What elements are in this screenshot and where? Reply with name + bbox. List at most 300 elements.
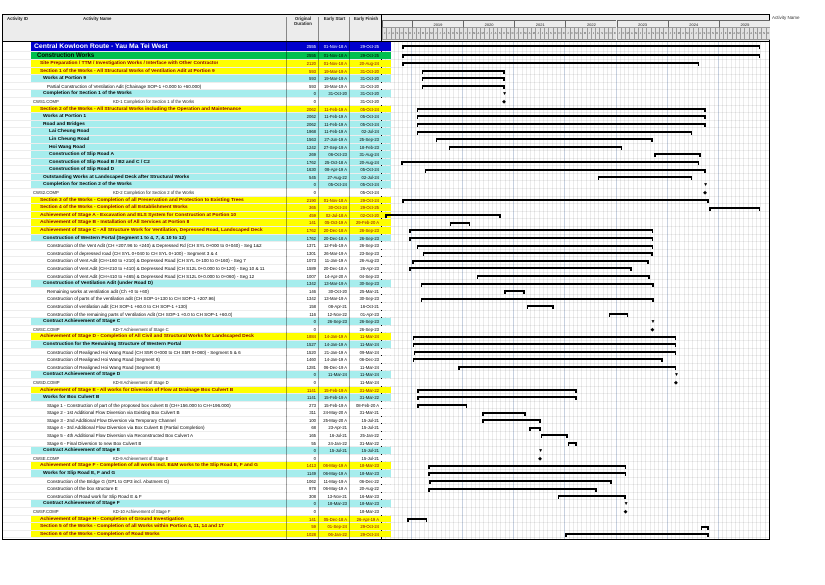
early-start-cell: 11-Feb-19 A xyxy=(318,113,349,120)
schedule-row xyxy=(3,68,769,76)
timeline-month-cell: F xyxy=(570,28,574,40)
milestone-diamond-icon: ◆ xyxy=(502,98,506,105)
timeline-month-cell: O xyxy=(399,28,403,40)
schedule-row xyxy=(3,409,769,417)
timeline-month-cell: J xyxy=(740,28,744,40)
schedule-row xyxy=(3,402,769,410)
early-finish-cell: 11-Mar-24 xyxy=(349,371,381,378)
gantt-bar xyxy=(541,434,568,436)
early-finish-cell: 31-Oct-20 xyxy=(349,75,381,82)
col-header-activity-name: Activity Name xyxy=(83,16,112,21)
timeline-month-cell: F xyxy=(518,28,522,40)
early-finish-cell: 30-Sep-23 xyxy=(349,295,381,302)
early-start-cell: 11-Feb-19 A xyxy=(318,106,349,113)
timeline-month-cell: N xyxy=(454,28,458,40)
activity-name: Achievement of Stage A - Excavation and ELS System for Construction at Portion 10 xyxy=(40,212,237,218)
early-start-cell: 24-Jan-22 xyxy=(318,440,349,447)
timeline-month-cell: A xyxy=(595,28,599,40)
schedule-row xyxy=(3,364,769,372)
timeline-month-cell: D xyxy=(715,28,719,40)
activity-name: Construction of Road work for Slip Road E & F xyxy=(47,493,142,499)
milestone-diamond-icon: ◆ xyxy=(673,379,678,386)
original-duration-cell: 1527 xyxy=(286,341,318,348)
timeline-month-cell: D xyxy=(510,28,514,40)
early-finish-cell: 05-Oct-24 xyxy=(349,189,381,196)
original-duration-cell: 1149 xyxy=(286,470,318,477)
early-start-cell: 14-Jan-19 A xyxy=(318,356,349,363)
activity-name: Achievement of Stage B - Installation of All Services at Portion 8 xyxy=(40,220,190,226)
original-duration-cell: 0 xyxy=(286,455,318,462)
early-finish-cell: 05-Oct-24 xyxy=(349,121,381,128)
timeline-month-cell: J xyxy=(463,28,467,40)
early-finish-cell: 15-Jul-21 xyxy=(349,447,381,454)
early-finish-cell: 06-Dec-23 xyxy=(349,356,381,363)
early-start-cell: 05-Oct-19 A xyxy=(318,219,349,226)
activity-name: Construction of Ventilation Adit (under Road D) xyxy=(43,281,153,287)
early-finish-cell: 06-Dec-22 xyxy=(349,478,381,485)
early-finish-cell: 20-Aug-24 xyxy=(349,60,381,67)
early-finish-cell: 16-Oct-21 xyxy=(349,303,381,310)
early-finish-cell: 18-Feb-23 xyxy=(349,144,381,151)
original-duration-cell: 0 xyxy=(286,318,318,325)
early-start-cell: 02-Jul-18 A xyxy=(318,212,349,219)
early-finish-cell: 26-Sep-23 xyxy=(349,318,381,325)
early-start-cell xyxy=(318,508,349,515)
early-start-cell xyxy=(318,326,349,333)
timeline-month-cell: J xyxy=(638,28,642,40)
timeline-year-cell: 2024 xyxy=(668,20,719,28)
early-finish-cell: 09-Mar-24 xyxy=(349,349,381,356)
gantt-bar xyxy=(409,229,653,231)
gantt-bar xyxy=(417,131,693,133)
early-start-cell: 19-Mar-19 A xyxy=(318,68,349,75)
schedule-row xyxy=(3,311,769,319)
early-start-cell: 24-May-20 A xyxy=(318,409,349,416)
early-start-cell: 19-Mar-19 A xyxy=(318,75,349,82)
original-duration-cell: 2062 xyxy=(286,113,318,120)
timeline-month-cell: A xyxy=(442,28,446,40)
original-duration-cell: 0 xyxy=(286,500,318,507)
schedule-row xyxy=(3,478,769,486)
original-duration-cell: 1563 xyxy=(286,136,318,143)
timeline-month-cell: J xyxy=(744,28,748,40)
original-duration-cell: 1007 xyxy=(286,273,318,280)
early-start-cell: 01-Sep-24 xyxy=(318,523,349,530)
timeline-month-cell: A xyxy=(749,28,753,40)
activity-id: CWSF.COMP xyxy=(33,509,59,515)
original-duration-cell: 1301 xyxy=(286,250,318,257)
gantt-bar xyxy=(421,283,654,285)
early-start-cell xyxy=(318,455,349,462)
timeline-month-cell: J xyxy=(412,28,416,40)
timeline-month-cell: J xyxy=(433,28,437,40)
early-finish-cell: 05-Oct-24 xyxy=(349,113,381,120)
gantt-bar xyxy=(407,518,427,520)
timeline-month-cell: M xyxy=(582,28,586,40)
early-start-cell: 08-Apr-19 A xyxy=(318,166,349,173)
schedule-row xyxy=(3,273,769,281)
original-duration-cell: 141 xyxy=(286,516,318,523)
gantt-bar xyxy=(402,54,760,56)
early-start-cell: 16-Jul-21 xyxy=(318,432,349,439)
timeline-month-cell: N xyxy=(403,28,407,40)
timeline-month-cell: M xyxy=(685,28,689,40)
timeline-month-cell: J xyxy=(617,28,621,40)
timeline-month-cell: M xyxy=(727,28,731,40)
original-duration-cell: 0 xyxy=(286,447,318,454)
right-pane-activity-name-label: Activity Name xyxy=(772,15,800,20)
milestone-diamond-icon: ◆ xyxy=(650,326,655,333)
activity-name: Outstanding Works at Landscaped Deck after Structural Works xyxy=(43,174,190,180)
early-finish-cell: 25-Mar-21 xyxy=(349,288,381,295)
timeline-month-cell: M xyxy=(523,28,527,40)
milestone-diamond-icon: ◆ xyxy=(623,508,628,515)
gantt-bar xyxy=(417,245,653,247)
timeline-month-cell: J xyxy=(535,28,539,40)
original-duration-cell: 1242 xyxy=(286,144,318,151)
timeline-month-cell: A xyxy=(476,28,480,40)
early-start-cell: 11-Jan-19 A xyxy=(318,257,349,264)
schedule-row xyxy=(3,136,769,144)
original-duration-cell: 2190 xyxy=(286,197,318,204)
schedule-row xyxy=(3,106,769,114)
early-start-cell: 25-Oct-18 A xyxy=(318,159,349,166)
gantt-bar xyxy=(450,222,471,224)
early-finish-cell: 20-Aug-24 xyxy=(349,159,381,166)
early-start-cell: 20-Dec-18 A xyxy=(318,265,349,272)
original-duration-cell: 1884 xyxy=(286,333,318,340)
schedule-row xyxy=(3,144,769,152)
schedule-row xyxy=(3,257,769,265)
gantt-bar xyxy=(428,488,596,490)
original-duration-cell: 1520 xyxy=(286,349,318,356)
schedule-row xyxy=(3,417,769,425)
activity-name: Construction of Realigned Hoi Wang Road (CH S5R 0+000 to CH S5R 0+080) - Segment 5 & 6 xyxy=(47,349,241,355)
activity-name: Lin Cheung Road xyxy=(49,136,90,142)
original-duration-cell: 1062 xyxy=(286,478,318,485)
early-start-cell: 05-Oct-24 xyxy=(318,181,349,188)
original-duration-cell: 1413 xyxy=(286,462,318,469)
early-finish-cell: 30-Sep-23 xyxy=(349,280,381,287)
early-start-cell: 15-Feb-19 A xyxy=(318,402,349,409)
schedule-row xyxy=(3,151,769,159)
early-start-cell: 27-Aug-22 xyxy=(318,174,349,181)
early-start-cell: 11-May-19 A xyxy=(318,478,349,485)
early-start-cell xyxy=(318,379,349,386)
col-header-early-finish: Early Finish xyxy=(349,17,382,41)
early-start-cell: 06-Dec-19 A xyxy=(318,364,349,371)
original-duration-cell: 1141 xyxy=(286,387,318,394)
timeline-month-cell: O xyxy=(450,28,454,40)
activity-name: Section 6 of the Works - Completion of Road Works xyxy=(40,531,160,537)
gantt-bar xyxy=(429,480,612,482)
col-header-original-duration: Original Duration xyxy=(286,17,319,41)
schedule-row xyxy=(3,288,769,296)
schedule-row xyxy=(3,98,769,106)
early-finish-cell: 26-Sep-23 xyxy=(349,227,381,234)
original-duration-cell: 2062 xyxy=(286,106,318,113)
original-duration-cell: 0 xyxy=(286,371,318,378)
early-finish-cell: 02-Oct-20 xyxy=(349,212,381,219)
timeline-month-cell: F xyxy=(621,28,625,40)
timeline-month-cell: S xyxy=(548,28,552,40)
activity-name: Central Kowloon Route - Yau Ma Tei West xyxy=(34,43,168,50)
schedule-row xyxy=(3,424,769,432)
gantt-bar xyxy=(482,419,540,421)
milestone-diamond-icon: ◆ xyxy=(538,455,542,462)
schedule-row xyxy=(3,42,769,52)
schedule-row xyxy=(3,219,769,227)
milestone-triangle-icon: ▼ xyxy=(623,501,629,508)
gantt-bar xyxy=(529,427,541,429)
timeline-month-cell: A xyxy=(698,28,702,40)
early-start-cell: 15-Jul-21 xyxy=(318,447,349,454)
timeline-month-cell: N xyxy=(710,28,714,40)
early-start-cell: 30-Oct-20 xyxy=(318,288,349,295)
activity-id: CWSC.COMP xyxy=(33,326,60,332)
col-header-early-start: Early Start xyxy=(318,17,350,41)
gantt-bar xyxy=(417,404,467,406)
timeline-month-cell: M xyxy=(472,28,476,40)
gantt-bar xyxy=(568,442,577,444)
schedule-row xyxy=(3,303,769,311)
original-duration-cell: 1762 xyxy=(286,235,318,242)
timeline-month-cell: M xyxy=(676,28,680,40)
early-start-cell: 31-Oct-20 xyxy=(318,90,349,97)
original-duration-cell: 100 xyxy=(286,417,318,424)
schedule-row xyxy=(3,166,769,174)
schedule-row xyxy=(3,500,769,508)
milestone-diamond-icon: ◆ xyxy=(703,189,707,196)
gantt-bar xyxy=(504,290,524,292)
early-finish-cell: 18-Mar-23 xyxy=(349,470,381,477)
timeline-month-cell: J xyxy=(642,28,646,40)
schedule-row xyxy=(3,318,769,326)
timeline-year-cell: 2022 xyxy=(565,20,616,28)
schedule-row xyxy=(3,174,769,182)
early-start-cell: 12-Feb-19 A xyxy=(318,242,349,249)
original-duration-cell: 146 xyxy=(286,288,318,295)
gantt-bar xyxy=(425,169,706,171)
timeline-month-cell: J xyxy=(540,28,544,40)
schedule-row xyxy=(3,189,769,197)
activity-name: Construction for the Remaining Structure of Western Portal xyxy=(43,341,182,347)
early-start-cell: 13-Nov-21 xyxy=(318,493,349,500)
activity-name: Section 2 of the Works - All Structural Works including the Operation and Maintenance xyxy=(40,106,241,112)
schedule-row xyxy=(3,333,769,341)
gantt-bar xyxy=(413,343,677,345)
activity-name: Works at Portion 1 xyxy=(43,114,87,120)
original-duration-cell: 2062 xyxy=(286,121,318,128)
early-finish-cell: 05-Oct-24 xyxy=(349,181,381,188)
activity-name: Lai Cheung Road xyxy=(49,129,90,135)
early-finish-cell: 11-Mar-24 xyxy=(349,364,381,371)
timeline-month-cell: J xyxy=(489,28,493,40)
activity-id: CWS1.COMP xyxy=(33,98,59,104)
early-start-cell: 01-Nov-18 A xyxy=(318,52,349,59)
early-start-cell: 15-Feb-19 A xyxy=(318,387,349,394)
timeline-month-cell: D xyxy=(612,28,616,40)
schedule-row xyxy=(3,387,769,395)
timeline-month-cell: S xyxy=(497,28,501,40)
original-duration-cell: 593 xyxy=(286,75,318,82)
gantt-bar xyxy=(565,533,709,535)
timeline-month-cell: D xyxy=(408,28,412,40)
timeline-month-cell: J xyxy=(565,28,569,40)
early-start-cell: 19-Mar-19 A xyxy=(318,83,349,90)
early-finish-cell: 02-Jul-24 xyxy=(349,174,381,181)
early-finish-cell: 20-Aug-22 xyxy=(349,485,381,492)
activity-name: Stage 1 - Construction of part of the proposed box culvert B (CH+156.000 to CH+196.000) xyxy=(47,402,231,408)
early-finish-cell: 31-Oct-20 xyxy=(349,68,381,75)
activity-name: Construction of ventilation adit (CH SOP-1 +60.0 to CH SOP-1 +130) xyxy=(47,303,188,309)
schedule-row xyxy=(3,531,769,539)
early-finish-cell: 11-Mar-24 xyxy=(349,341,381,348)
timeline-month-cell: A xyxy=(646,28,650,40)
early-start-cell: 05-Dec-18 A xyxy=(318,516,349,523)
activity-name: Contract Achievement of Stage C xyxy=(43,319,121,325)
early-finish-cell: 15-Jul-21 xyxy=(349,424,381,431)
original-duration-cell: 1968 xyxy=(286,128,318,135)
schedule-row xyxy=(3,493,769,501)
early-start-cell: 01-Nov-18 A xyxy=(318,197,349,204)
early-finish-cell: 05-Oct-24 xyxy=(349,106,381,113)
timeline-month-cell: M xyxy=(480,28,484,40)
timeline-header xyxy=(381,15,770,41)
schedule-row xyxy=(3,181,769,189)
early-start-cell: 11-Feb-19 A xyxy=(318,128,349,135)
gantt-bar xyxy=(421,298,654,300)
gantt-bar xyxy=(413,358,663,360)
timeline-month-cell: M xyxy=(429,28,433,40)
timeline-month-cell: O xyxy=(706,28,710,40)
early-start-cell: 06-May-19 A xyxy=(318,470,349,477)
schedule-row xyxy=(3,75,769,83)
timeline-month-cell: J xyxy=(587,28,591,40)
timeline-month-cell: J xyxy=(382,28,386,40)
early-finish-cell: 26-Apr-23 xyxy=(349,265,381,272)
activity-name: Partial Construction of Ventilation Adit (Chainage SOP-1 +0.000 to +60.000) xyxy=(47,83,202,89)
activity-name: Construction of the remaining parts of Ventilation Adit (CH SOP-1 +0.0 to CH SOP-1 +60.0) xyxy=(47,311,233,317)
original-duration-cell: 2555 xyxy=(286,52,318,59)
timeline-month-cell: J xyxy=(689,28,693,40)
original-duration-cell: 0 xyxy=(286,326,318,333)
original-duration-cell: 273 xyxy=(286,402,318,409)
activity-name: Stage 4 - 3rd Additional Flow Diversion via Box Culvert B (Partial Completion) xyxy=(47,425,205,431)
gantt-bar xyxy=(402,199,709,201)
schedule-row xyxy=(3,250,769,258)
timeline-month-cell: O xyxy=(757,28,761,40)
schedule-row xyxy=(3,90,769,98)
early-start-cell: 26-Mar-19 A xyxy=(318,250,349,257)
gantt-bar xyxy=(422,85,505,87)
early-finish-cell: 26-Apr-19 A xyxy=(349,516,381,523)
early-finish-cell: 15-Jul-21 xyxy=(349,417,381,424)
early-start-cell: 15-Feb-19 A xyxy=(318,394,349,401)
original-duration-cell: 1762 xyxy=(286,159,318,166)
original-duration-cell: 1762 xyxy=(286,227,318,234)
early-finish-cell: 26-Sep-23 xyxy=(349,235,381,242)
original-duration-cell: 269 xyxy=(286,151,318,158)
original-duration-cell: 978 xyxy=(286,485,318,492)
activity-name: Construction of depressed road (CH SYL 0+040 to CH SYL 0+100) - Segment 3 & 4 xyxy=(47,250,218,256)
schedule-row xyxy=(3,508,769,516)
gantt-bar xyxy=(609,313,629,315)
timeline-year-cell: 2019 xyxy=(412,20,463,28)
activity-name: Construction of the Vent Adit (CH +207.96 to +240) & Depressed Rd (CH SYL 0+000 to 0+040) - Seg 1&2 xyxy=(47,243,262,249)
activity-name: Stage 6 - Final Diversion to new Box Culvert B xyxy=(47,440,142,446)
schedule-sheet xyxy=(2,14,770,540)
activity-name: Construction of Western Portal (Segment 1 to 4, 7, & 10 to 12) xyxy=(43,235,186,241)
original-duration-cell: 1342 xyxy=(286,280,318,287)
schedule-row xyxy=(3,394,769,402)
early-finish-cell: 31-Aug-24 xyxy=(349,151,381,158)
timeline-month-cell: N xyxy=(506,28,510,40)
schedule-row xyxy=(3,227,769,235)
activity-name: Section 4 of the Works - Completion of all Establishment Works xyxy=(40,205,188,211)
activity-name: Construction of Vent Adit (CH+160 to +210) & Depressed Road (CH SYL 0+100 to 0+160) - Seg 7 xyxy=(47,258,246,264)
timeline-month-cell: F xyxy=(467,28,471,40)
gantt-bar xyxy=(477,275,650,277)
early-start-cell: 06-May-19 A xyxy=(318,462,349,469)
activity-name: Construction Works xyxy=(37,52,95,59)
original-duration-cell: 1371 xyxy=(286,242,318,249)
schedule-row xyxy=(3,455,769,463)
timeline-month-cell: S xyxy=(702,28,706,40)
gantt-bar xyxy=(409,267,631,269)
original-duration-cell: 308 xyxy=(286,493,318,500)
early-finish-cell: 18-Mar-23 xyxy=(349,462,381,469)
early-start-cell: 06-Jan-22 xyxy=(318,531,349,538)
timeline-year-cell: 2020 xyxy=(463,20,514,28)
original-duration-cell: 1460 xyxy=(286,356,318,363)
timeline-month-cell: J xyxy=(437,28,441,40)
early-start-cell: 20-Dec-18 A xyxy=(318,235,349,242)
activity-name: Section 3 of the Works - Completion of all Preservation and Protection to Existing Trees xyxy=(40,197,244,203)
early-finish-cell: 11-Mar-24 xyxy=(349,379,381,386)
schedule-row xyxy=(3,280,769,288)
early-start-cell xyxy=(318,98,349,105)
original-duration-cell: 0 xyxy=(286,181,318,188)
activity-name: KD-2 Completion for Section 2 of the Works xyxy=(113,190,195,196)
early-finish-cell: 18-Mar-23 xyxy=(349,500,381,507)
gantt-bar xyxy=(417,115,706,117)
early-finish-cell: 23-Sep-23 xyxy=(349,250,381,257)
early-finish-cell: 26-Sep-23 xyxy=(349,242,381,249)
early-start-cell: 18-Mar-23 xyxy=(318,500,349,507)
early-finish-cell: 08-Feb-20 A xyxy=(349,402,381,409)
table-header xyxy=(3,15,769,42)
schedule-row xyxy=(3,60,769,68)
early-finish-cell: 31-Mar-22 xyxy=(349,394,381,401)
early-start-cell: 27-Sep-19 A xyxy=(318,144,349,151)
timeline-month-cell: J xyxy=(719,28,723,40)
early-finish-cell: 25-Sep-23 xyxy=(349,136,381,143)
timeline-month-cell: J xyxy=(693,28,697,40)
schedule-row xyxy=(3,432,769,440)
timeline-month-cell: J xyxy=(514,28,518,40)
schedule-row xyxy=(3,128,769,136)
schedule-row xyxy=(3,523,769,531)
timeline-month-cell: O xyxy=(655,28,659,40)
timeline-month-cell: A xyxy=(493,28,497,40)
activity-name: KD-8 Achievement of Stage D xyxy=(113,379,169,385)
original-duration-cell: 0 xyxy=(286,379,318,386)
timeline-month-cell: S xyxy=(599,28,603,40)
timeline-month-cell: A xyxy=(391,28,395,40)
schedule-row xyxy=(3,341,769,349)
activity-name: Construction of the box structure E xyxy=(47,486,118,492)
